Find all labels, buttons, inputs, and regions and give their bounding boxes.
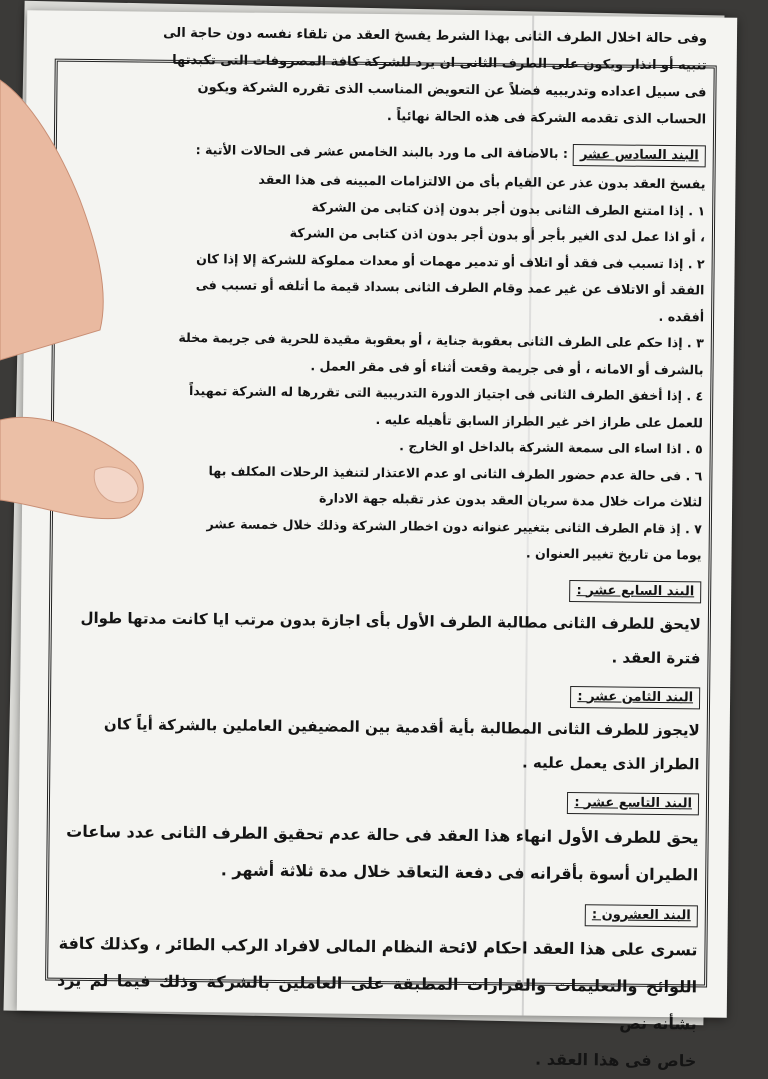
intro-line: فى سبيل اعداده وتدريبيه فضلاً عن التعويض المناسب الذى تقرره الشركة ويكون [197, 80, 707, 101]
clause-19-line: يحق للطرف الأول انهاء هذا العقد فى حالة عدم تحقيق الطرف الثانى عدد ساعات [66, 821, 699, 847]
clause-16 [61, 133, 705, 569]
clause-18 [59, 674, 700, 781]
clause-16-line: يوما من تاريخ تغيير العنوان . [525, 545, 702, 563]
clause-16-line: أفقده . [658, 308, 705, 324]
clause-16-list [61, 165, 705, 569]
clause-18-line: الطراز الذى يعمل عليه . [521, 753, 700, 773]
clause-17-line: لايحق للطرف الثانى مطالبة الطرف الأول بأى اجازة بدون مرتب ايا كانت مدتها طوال [80, 608, 701, 633]
clause-16-line: ٢ . إذا تسبب فى فقد أو اتلاف أو تدمير مهمات أو معدات مملوكة للشركة إلا إذا كان [196, 250, 705, 271]
clause-16-line: ٣ . إذا حكم على الطرف الثانى بعقوبة جناية ، أو بعقوبة مقيدة للحرية فى جريمة مخلة [178, 329, 704, 351]
clause-16-line: الفقد أو الاتلاف عن غير عمد وقام الطرف الثانى بسداد قيمة ما أتلفه أو تسبب فى [195, 277, 705, 298]
clause-16-line: ٥ . اذا اساء الى سمعة الشركة بالداخل او الخارج . [399, 438, 703, 457]
clause-20-line: تسرى على هذا العقد احكام لائحة النظام المالى لافراد الركب الطائر ، وكذلك كافة [58, 933, 698, 959]
clause-16-line: بالشرف أو الامانه ، أو فى جريمة وقعت أثناء أو فى مقر العمل . [310, 357, 704, 377]
clause-20-line: خاص فى هذا العقد . [535, 1049, 697, 1070]
clause-16-line: ٧ . إذ قام الطرف الثانى بتغيير عنوانه دون اخطار الشركة وذلك خلال خمسة عشر [206, 515, 702, 536]
clause-16-line: ١ . إذا امتنع الطرف الثانى بدون أجر بدون إذن كتابى من الشركة [311, 198, 706, 218]
clause-16-line: للعمل على طراز اخر غير الطراز السابق تأهيله عليه . [375, 411, 704, 430]
clause-20-heading: البند العشرون : [585, 904, 698, 927]
clause-16-line: يفسخ العقد بدون عذر عن القيام بأى من الالتزامات المبينه فى هذا العقد [258, 171, 706, 192]
intro-line: تنبيه أو انذار ويكون على الطرف الثانى ان يرد للشركة كافة المصروفات التى تكبدتها [172, 52, 707, 74]
clause-16-line: ٦ . فى حالة عدم حضور الطرف الثانى او عدم الاعتذار لتنفيذ الرحلات المكلف بها [208, 462, 703, 483]
clause-18-line: لايجوز للطرف الثانى المطالبة بأية أقدمية بين المضيفين العاملين بالشركة أياً كان [103, 714, 700, 739]
contract-text [57, 19, 708, 1070]
intro-paragraph [66, 19, 707, 134]
clause-16-line: لثلاث مرات خلال مدة سريان العقد بدون عذر تقبله جهة الادارة [318, 490, 703, 510]
clause-20 [56, 892, 698, 1079]
clause-20-line: اللوائح والتعليمات والقرارات المطبقة على العاملين بالشركة وذلك فيما لم يرد بشأنه نص [57, 970, 698, 1033]
clause-16-intro: : بالاضافة الى ما ورد بالبند الخامس عشر فى الحالات الأتية : [195, 142, 569, 161]
clause-18-heading: البند الثامن عشر : [570, 686, 700, 709]
clause-16-heading: البند السادس عشر [573, 144, 706, 167]
contract-page [17, 10, 737, 1070]
intro-line: الحساب الذى تقدمه الشركة فى هذه الحالة نهائياً . [386, 109, 707, 128]
clause-16-line: ، أو اذا عمل لدى الغير بأجر أو بدون أجر بدون اذن كتابى من الشركة [289, 225, 705, 245]
intro-line: وفى حالة اخلال الطرف الثانى بهذا الشرط يفسخ العقد من تلقاء نفسه دون حاجة الى [163, 25, 708, 47]
clause-19 [58, 780, 699, 893]
clause-17-heading: البند السابع عشر : [569, 580, 701, 603]
clause-17 [60, 568, 701, 675]
clause-17-line: فترة العقد . [611, 647, 701, 667]
clause-19-line: الطيران أسوة بأقرانه فى دفعة التعاقد خلال مدة ثلاثة أشهر . [220, 859, 699, 884]
clause-19-heading: البند التاسع عشر : [567, 792, 699, 815]
clause-16-line: ٤ . إذا أخفق الطرف الثانى فى اجتياز الدورة التدريبية التى تقررها له الشركة تمهيداً [188, 383, 704, 404]
